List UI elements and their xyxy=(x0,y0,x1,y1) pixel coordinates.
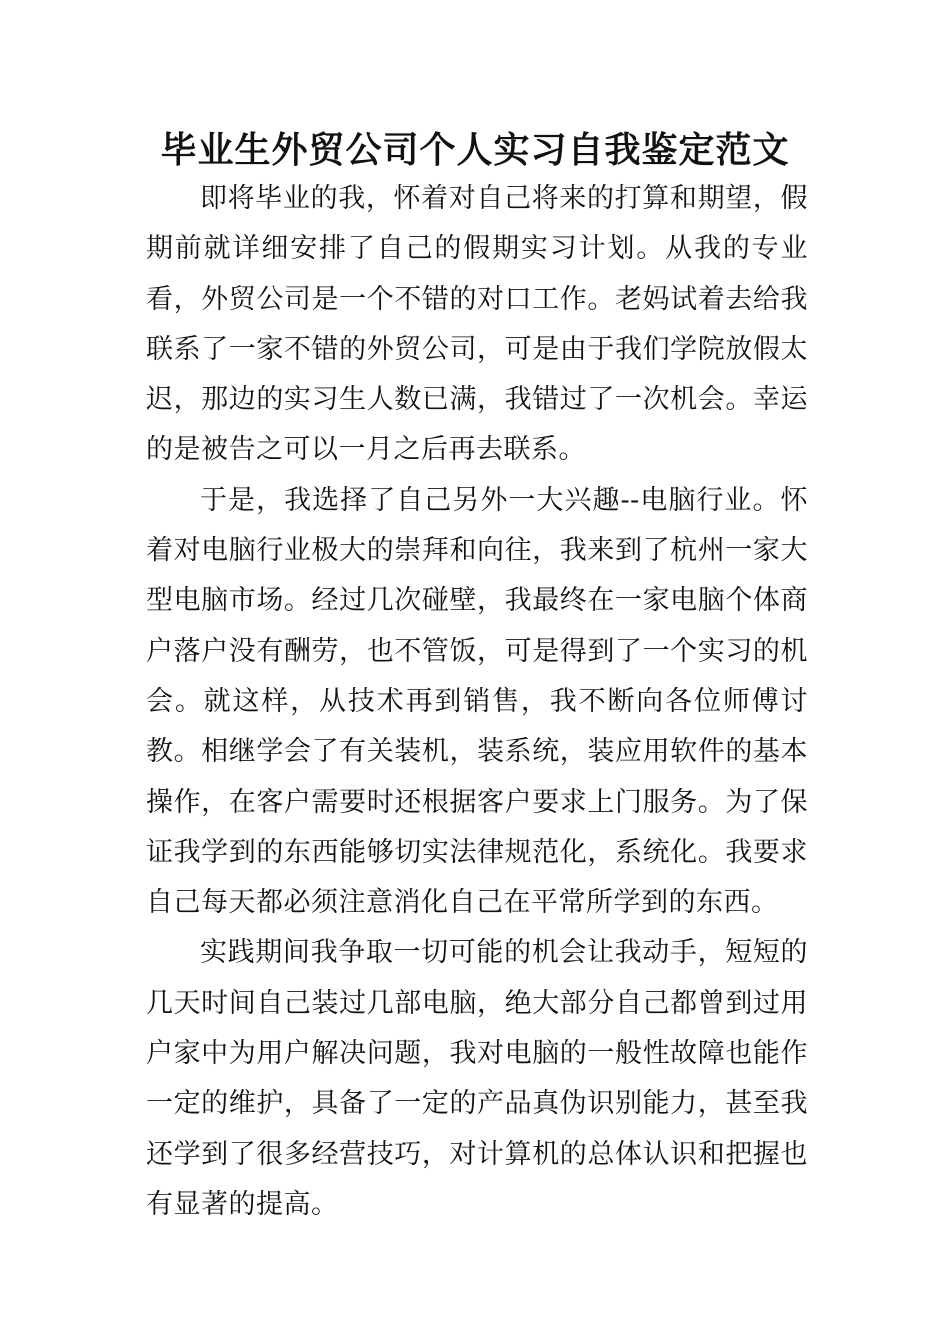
document-body xyxy=(146,174,808,1230)
paragraph-1: 即将毕业的我，怀着对自己将来的打算和期望，假期前就详细安排了自己的假期实习计划。从我的专业看，外贸公司是一个不错的对口工作。老妈试着去给我联系了一家不错的外贸公司，可是由于我们学院放假太迟，那边的实习生人数已满，我错过了一次机会。幸运的是被告之可以一月之后再去联系。 xyxy=(146,183,808,466)
paragraph-2: 于是，我选择了自己另外一大兴趣--电脑行业。怀着对电脑行业极大的崇拜和向往，我来到了杭州一家大型电脑市场。经过几次碰壁，我最终在一家电脑个体商户落户没有酬劳，也不管饭，可是得到了一个实习的机会。就这样，从技术再到销售，我不断向各位师傅讨教。相继学会了有关装机，装系统，装应用软件的基本操作，在客户需要时还根据客户要求上门服务。为了保证我学到的东西能够切实法律规范化，系统化。我要求自己每天都必须注意消化自己在平常所学到的东西。 xyxy=(146,484,808,919)
paragraph-3: 实践期间我争取一切可能的机会让我动手，短短的几天时间自己装过几部电脑，绝大部分自己都曾到过用户家中为用户解决问题，我对电脑的一般性故障也能作一定的维护，具备了一定的产品真伪识别能力，甚至我还学到了很多经营技巧，对计算机的总体认识和把握也有显著的提高。 xyxy=(146,937,808,1220)
document-title: 毕业生外贸公司个人实习自我鉴定范文 xyxy=(160,129,790,171)
